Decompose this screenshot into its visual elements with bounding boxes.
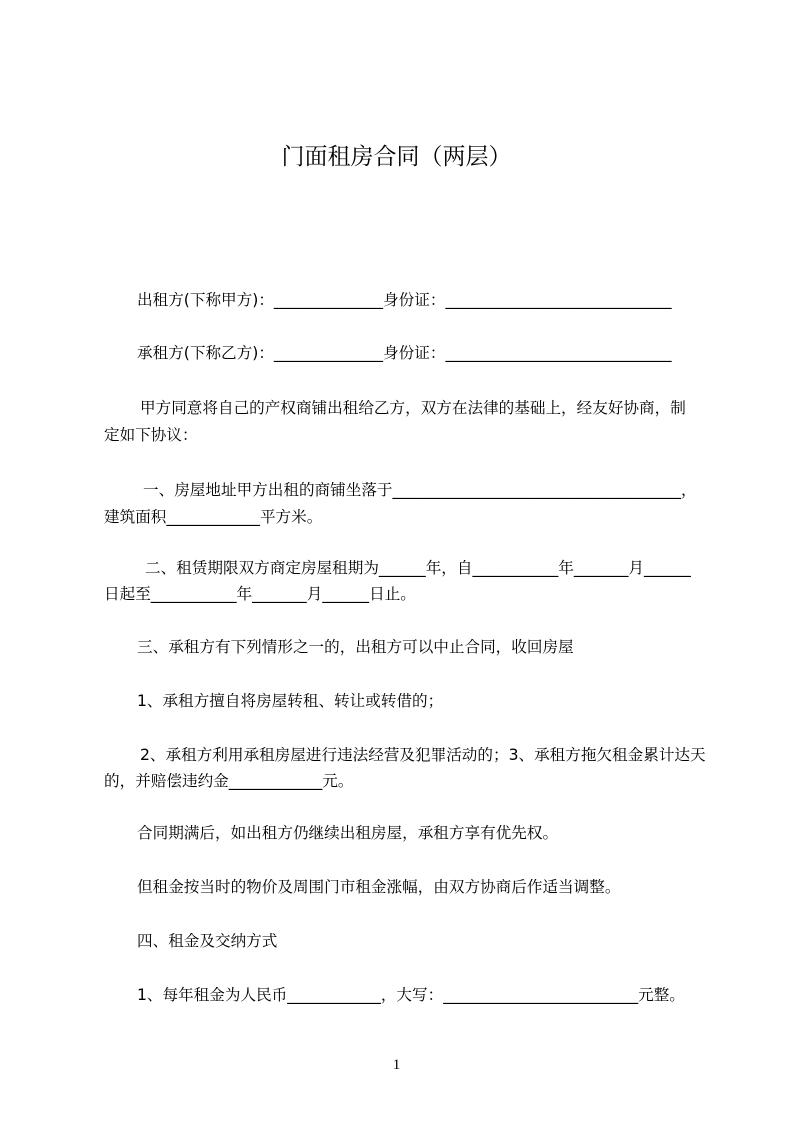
clause-4-item-1: 1、每年租金为人民币____________，大写：_________________________元整。 <box>137 986 685 1004</box>
clause-4-heading: 四、租金及交纳方式 <box>137 932 278 950</box>
clause-3-item-2-line-1: 2、承租方利用承租房屋进行违法经营及犯罪活动的；3、承租方拖欠租金累计达天 <box>140 746 706 764</box>
lessee-line: 承租方(下称乙方)：______________身份证：_____________________________ <box>137 344 672 362</box>
rent-adjustment-paragraph: 但租金按当时的物价及周围门市租金涨幅，由双方协商后作适当调整。 <box>137 878 621 896</box>
clause-1-line-1: 一、房屋地址甲方出租的商铺坐落于_____________________________________， <box>143 481 697 499</box>
page-title: 门面租房合同（两层） <box>281 144 512 170</box>
clause-3-item-2-line-2: 的，并赔偿违约金____________元。 <box>104 772 354 790</box>
clause-3-item-1: 1、承租方擅自将房屋转租、转让或转借的； <box>137 692 444 710</box>
clause-3-heading: 三、承租方有下列情形之一的，出租方可以中止合同，收回房屋 <box>137 638 574 656</box>
lessor-line: 出租方(下称甲方)：______________身份证：_____________________________ <box>137 291 672 309</box>
page-number: 1 <box>392 1057 401 1073</box>
clause-1-line-2: 建筑面积____________平方米。 <box>104 508 323 526</box>
clause-2-line-1: 二、租赁期限双方商定房屋租期为______年，自___________年_______月______ <box>145 559 691 577</box>
intro-paragraph-line-1: 甲方同意将自己的产权商铺出租给乙方，双方在法律的基础上，经友好协商，制 <box>140 399 686 417</box>
intro-paragraph-line-2: 定如下协议： <box>104 426 198 444</box>
renewal-paragraph: 合同期满后，如出租方仍继续出租房屋，承租方享有优先权。 <box>137 824 559 842</box>
clause-2-line-2: 日起至___________年_______月______日止。 <box>104 585 416 603</box>
